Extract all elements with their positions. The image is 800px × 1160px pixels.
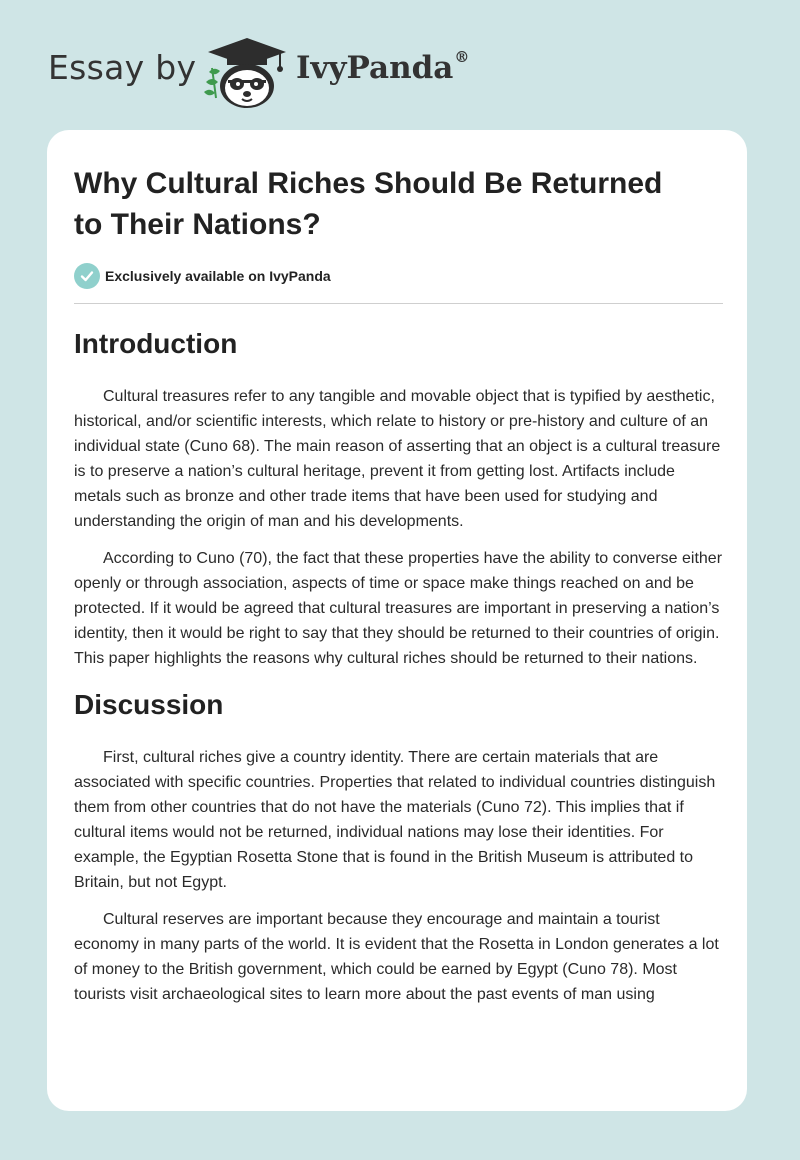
brand-logo-text[interactable]: IvyPanda® bbox=[296, 48, 470, 86]
paragraph: According to Cuno (70), the fact that these properties have the ability to converse either openly or through association, aspects of time or space make things reached on and be protected. If it would be agreed that cultural treasures are important in preserving a nation’s identity, then it would be right to say that they should be returned to their countries of origin. This paper highlights the reasons why cultural riches should be returned to their nations. bbox=[74, 550, 723, 667]
exclusive-badge bbox=[74, 263, 331, 289]
panda-mascot-icon[interactable] bbox=[200, 36, 294, 112]
checkmark-icon bbox=[74, 263, 100, 289]
section-heading-discussion: Discussion bbox=[74, 689, 224, 720]
title-divider bbox=[74, 303, 723, 304]
section-heading-introduction: Introduction bbox=[74, 328, 238, 359]
article-card bbox=[47, 130, 747, 1111]
exclusive-label: Exclusively available on IvyPanda bbox=[105, 268, 331, 284]
essay-by-label: Essay by bbox=[48, 48, 197, 87]
article-body bbox=[74, 320, 724, 1019]
registered-mark: ® bbox=[454, 48, 470, 66]
paragraph: First, cultural riches give a country identity. There are certain materials that are associated with specific countries. Properties that related to individual countries distinguish them from other countries that do not have the materials (Cuno 72). This implies that if cultural items would not be returned, individual nations may lose their identities. For example, the Egyptian Rosetta Stone that is found in the British Museum is attributed to Britain, but not Egypt. bbox=[74, 749, 716, 891]
page-title: Why Cultural Riches Should Be Returned to Their Nations? bbox=[74, 167, 663, 241]
paragraph: Cultural reserves are important because they encourage and maintain a tourist economy in many parts of the world. It is evident that the Rosetta in London generates a lot of money to the British government, which could be earned by Egypt (Cuno 78). Most tourists visit archaeological sites to learn more about the past events of man using bbox=[74, 911, 719, 1003]
paragraph: Cultural treasures refer to any tangible and movable object that is typified by aesthetic, historical, and/or scientific interests, which relate to history or pre-history and culture of an individual state (Cuno 68). The main reason of asserting that an object is a cultural treasure is to preserve a nation’s cultural heritage, prevent it from getting lost. Artifacts include metals such as bronze and other trade items that have been used for studying and understanding the origin of man and his developments. bbox=[74, 388, 721, 530]
site-header bbox=[0, 0, 800, 130]
